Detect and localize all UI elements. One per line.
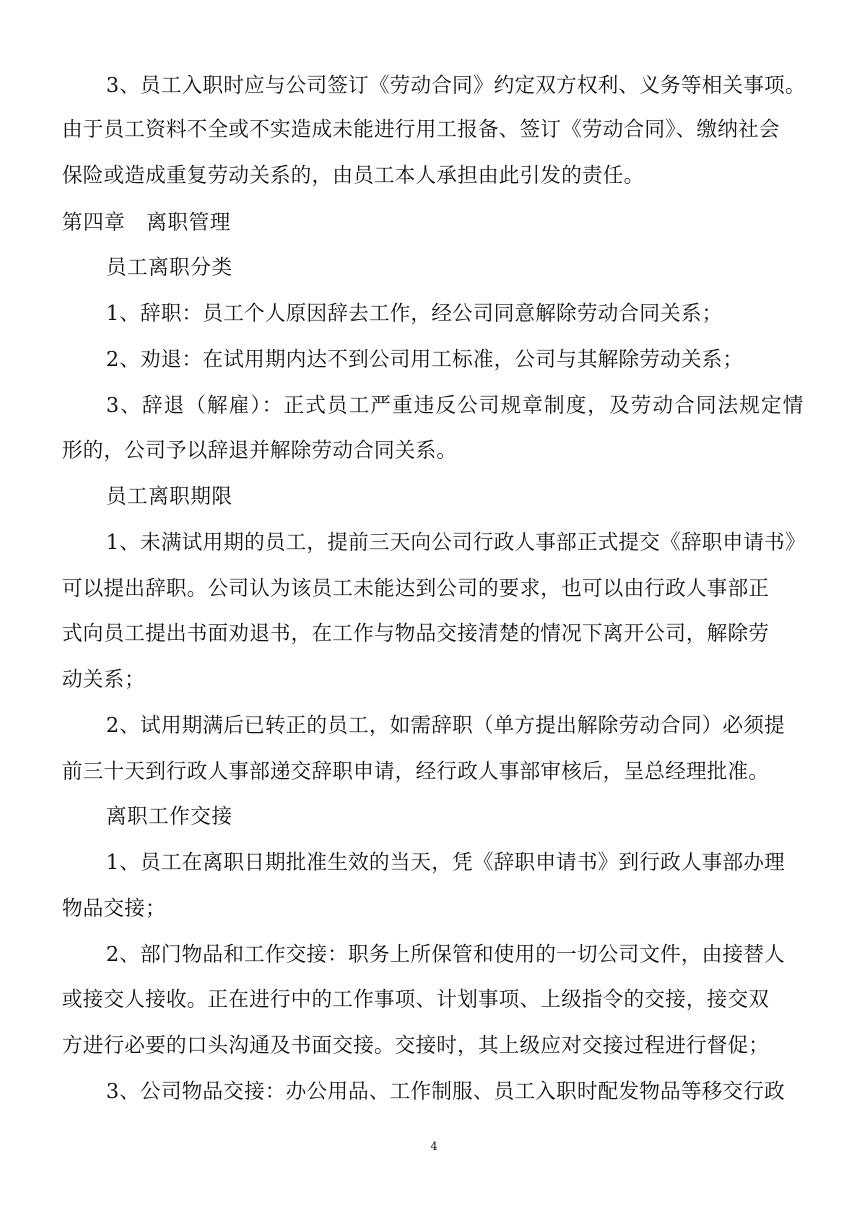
paragraph-line: 1、未满试用期的员工，提前三天向公司行政人事部正式提交《辞职申请书》 (106, 530, 806, 554)
paragraph-line: 物品交接； (62, 896, 166, 920)
paragraph-line: 2、劝退：在试用期内达不到公司用工标准，公司与其解除劳动关系； (106, 347, 744, 371)
paragraph-line: 1、辞职：员工个人原因辞去工作，经公司同意解除劳动合同关系； (106, 301, 723, 325)
chapter-heading: 第四章 离职管理 (62, 210, 231, 234)
paragraph-line: 式向员工提出书面劝退书，在工作与物品交接清楚的情况下离开公司，解除劳 (62, 621, 770, 645)
paragraph-line: 动关系； (62, 667, 146, 691)
paragraph-line: 方进行必要的口头沟通及书面交接。交接时，其上级应对交接过程进行督促； (62, 1033, 770, 1057)
paragraph-line: 3、公司物品交接：办公用品、工作制服、员工入职时配发物品等移交行政 (106, 1079, 785, 1103)
paragraph-line: 由于员工资料不全或不实造成未能进行用工报备、签订《劳动合同》、缴纳社会 (62, 117, 780, 141)
paragraph-line: 1、员工在离职日期批准生效的当天，凭《辞职申请书》到行政人事部办理 (106, 850, 785, 874)
paragraph-line: 3、员工入职时应与公司签订《劳动合同》约定双方权利、义务等相关事项。 (106, 73, 806, 97)
section-heading: 离职工作交接 (106, 804, 233, 828)
paragraph-line: 2、部门物品和工作交接：职务上所保管和使用的一切公司文件，由接替人 (106, 942, 785, 966)
paragraph-line: 可以提出辞职。公司认为该员工未能达到公司的要求，也可以由行政人事部正 (62, 576, 770, 600)
paragraph-line: 2、试用期满后已转正的员工，如需辞职（单方提出解除劳动合同）必须提 (106, 713, 785, 737)
paragraph-line: 3、辞退（解雇）：正式员工严重违反公司规章制度，及劳动合同法规定情 (106, 393, 805, 417)
paragraph-line: 形的，公司予以辞退并解除劳动合同关系。 (62, 438, 458, 462)
paragraph-line: 前三十天到行政人事部递交辞职申请，经行政人事部审核后，呈总经理批准。 (62, 759, 770, 783)
paragraph-line: 或接交人接收。正在进行中的工作事项、计划事项、上级指令的交接，接交双 (62, 987, 770, 1011)
paragraph-line: 保险或造成重复劳动关系的，由员工本人承担由此引发的责任。 (62, 163, 645, 187)
section-heading: 员工离职期限 (106, 484, 233, 508)
page-number: 4 (430, 1140, 438, 1153)
section-heading: 员工离职分类 (106, 255, 233, 279)
